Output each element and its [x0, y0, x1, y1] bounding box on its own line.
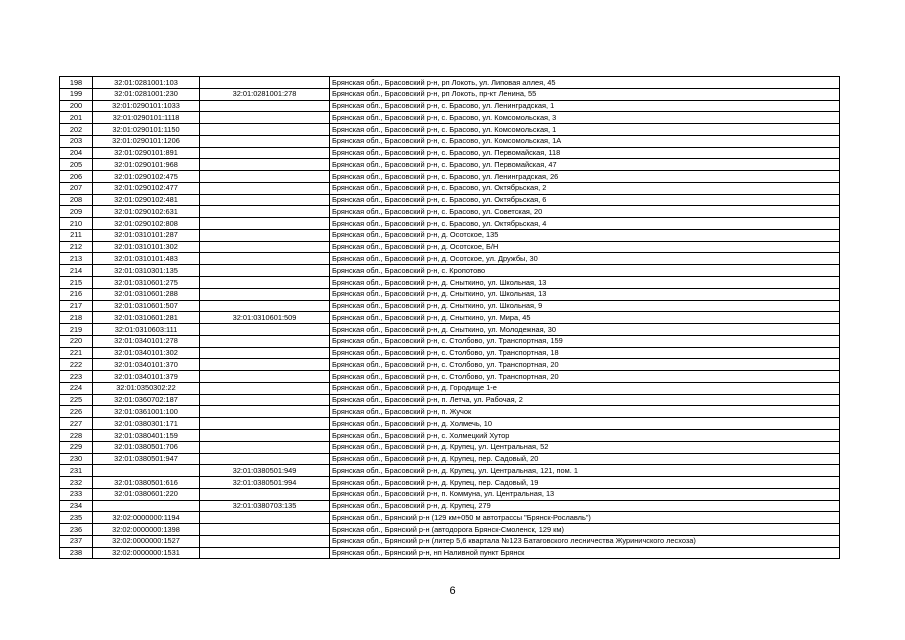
table-row — [60, 253, 840, 265]
cadastral-number-cell: 32:01:0380601:220 — [93, 488, 200, 500]
related-cadastral-number-cell — [200, 453, 330, 465]
cadastral-number-cell: 32:01:0310301:135 — [93, 265, 200, 277]
row-number-cell: 202 — [60, 124, 93, 136]
related-cadastral-number-cell — [200, 265, 330, 277]
related-cadastral-number-cell — [200, 218, 330, 230]
table-row — [60, 394, 840, 406]
row-number-cell: 200 — [60, 100, 93, 112]
address-cell: Брянская обл., Брасовский р-н, с. Брасово, ул. Октябрьская, 6 — [330, 194, 840, 206]
table-row — [60, 418, 840, 430]
related-cadastral-number-cell — [200, 288, 330, 300]
cadastral-number-cell: 32:01:0310601:507 — [93, 300, 200, 312]
related-cadastral-number-cell — [200, 324, 330, 336]
table-row — [60, 135, 840, 147]
address-cell: Брянская обл., Брасовский р-н, с. Брасово, ул. Октябрьская, 4 — [330, 218, 840, 230]
row-number-cell: 228 — [60, 429, 93, 441]
related-cadastral-number-cell — [200, 512, 330, 524]
row-number-cell: 217 — [60, 300, 93, 312]
related-cadastral-number-cell — [200, 359, 330, 371]
related-cadastral-number-cell — [200, 112, 330, 124]
cadastral-number-cell: 32:01:0310601:281 — [93, 312, 200, 324]
row-number-cell: 199 — [60, 88, 93, 100]
table-row — [60, 171, 840, 183]
row-number-cell: 210 — [60, 218, 93, 230]
cadastral-number-cell: 32:01:0281001:230 — [93, 88, 200, 100]
table-row — [60, 124, 840, 136]
property-table — [59, 76, 840, 559]
related-cadastral-number-cell — [200, 394, 330, 406]
table-row — [60, 112, 840, 124]
address-cell: Брянская обл., Брасовский р-н, с. Столбово, ул. Транспортная, 159 — [330, 335, 840, 347]
row-number-cell: 207 — [60, 182, 93, 194]
cadastral-number-cell: 32:01:0380501:706 — [93, 441, 200, 453]
address-cell: Брянская обл., Брасовский р-н, с. Брасово, ул. Первомайская, 47 — [330, 159, 840, 171]
row-number-cell: 234 — [60, 500, 93, 512]
table-row — [60, 512, 840, 524]
related-cadastral-number-cell — [200, 253, 330, 265]
row-number-cell: 216 — [60, 288, 93, 300]
address-cell: Брянская обл., Брасовский р-н, д. Крупец, пер. Садовый, 20 — [330, 453, 840, 465]
related-cadastral-number-cell — [200, 229, 330, 241]
cadastral-number-cell: 32:01:0290101:1118 — [93, 112, 200, 124]
cadastral-number-cell: 32:01:0361001:100 — [93, 406, 200, 418]
table-row — [60, 88, 840, 100]
table-row — [60, 547, 840, 559]
row-number-cell: 223 — [60, 371, 93, 383]
address-cell: Брянская обл., Брасовский р-н, д. Крупец, 279 — [330, 500, 840, 512]
address-cell: Брянская обл., Брянский р-н, нп Наливной пункт Брянск — [330, 547, 840, 559]
related-cadastral-number-cell — [200, 277, 330, 289]
row-number-cell: 232 — [60, 477, 93, 489]
table-row — [60, 229, 840, 241]
row-number-cell: 198 — [60, 77, 93, 89]
row-number-cell: 220 — [60, 335, 93, 347]
related-cadastral-number-cell — [200, 441, 330, 453]
table-row — [60, 453, 840, 465]
cadastral-number-cell: 32:01:0380501:947 — [93, 453, 200, 465]
cadastral-number-cell: 32:01:0360702:187 — [93, 394, 200, 406]
cadastral-number-cell: 32:01:0290101:1150 — [93, 124, 200, 136]
row-number-cell: 212 — [60, 241, 93, 253]
address-cell: Брянская обл., Брасовский р-н, д. Холмечь, 10 — [330, 418, 840, 430]
related-cadastral-number-cell — [200, 429, 330, 441]
address-cell: Брянская обл., Брасовский р-н, с. Брасово, ул. Ленинградская, 26 — [330, 171, 840, 183]
row-number-cell: 201 — [60, 112, 93, 124]
table-row — [60, 300, 840, 312]
cadastral-number-cell: 32:02:0000000:1531 — [93, 547, 200, 559]
address-cell: Брянская обл., Брасовский р-н, д. Крупец, ул. Центральная, 121, пом. 1 — [330, 465, 840, 477]
cadastral-number-cell: 32:01:0340101:370 — [93, 359, 200, 371]
table-row — [60, 265, 840, 277]
address-cell: Брянская обл., Брасовский р-н, с. Брасово, ул. Октябрьская, 2 — [330, 182, 840, 194]
related-cadastral-number-cell — [200, 100, 330, 112]
address-cell: Брянская обл., Брасовский р-н, с. Брасово, ул. Комсомольская, 1А — [330, 135, 840, 147]
row-number-cell: 226 — [60, 406, 93, 418]
related-cadastral-number-cell — [200, 347, 330, 359]
table-row — [60, 182, 840, 194]
table-row — [60, 288, 840, 300]
cadastral-number-cell: 32:01:0310603:111 — [93, 324, 200, 336]
row-number-cell: 214 — [60, 265, 93, 277]
cadastral-number-cell: 32:02:0000000:1398 — [93, 524, 200, 536]
related-cadastral-number-cell — [200, 406, 330, 418]
address-cell: Брянская обл., Брасовский р-н, с. Столбово, ул. Транспортная, 20 — [330, 371, 840, 383]
related-cadastral-number-cell — [200, 77, 330, 89]
cadastral-number-cell: 32:01:0290102:475 — [93, 171, 200, 183]
cadastral-number-cell: 32:01:0290102:631 — [93, 206, 200, 218]
address-cell: Брянская обл., Брасовский р-н, с. Столбово, ул. Транспортная, 20 — [330, 359, 840, 371]
address-cell: Брянская обл., Брасовский р-н, д. Сныткино, ул. Мира, 45 — [330, 312, 840, 324]
cadastral-number-cell: 32:02:0000000:1527 — [93, 535, 200, 547]
cadastral-number-cell — [93, 465, 200, 477]
row-number-cell: 204 — [60, 147, 93, 159]
table-row — [60, 312, 840, 324]
row-number-cell: 225 — [60, 394, 93, 406]
related-cadastral-number-cell: 32:01:0380501:994 — [200, 477, 330, 489]
address-cell: Брянская обл., Брасовский р-н, д. Сныткино, ул. Молодежная, 30 — [330, 324, 840, 336]
cadastral-number-cell: 32:01:0380501:616 — [93, 477, 200, 489]
table-row — [60, 535, 840, 547]
address-cell: Брянская обл., Брасовский р-н, д. Сныткино, ул. Школьная, 13 — [330, 277, 840, 289]
related-cadastral-number-cell — [200, 159, 330, 171]
related-cadastral-number-cell — [200, 241, 330, 253]
address-cell: Брянская обл., Брасовский р-н, с. Столбово, ул. Транспортная, 18 — [330, 347, 840, 359]
cadastral-number-cell: 32:01:0290101:1206 — [93, 135, 200, 147]
address-cell: Брянская обл., Брасовский р-н, рп Локоть, пр-кт Ленина, 55 — [330, 88, 840, 100]
related-cadastral-number-cell: 32:01:0310601:509 — [200, 312, 330, 324]
cadastral-number-cell: 32:02:0000000:1194 — [93, 512, 200, 524]
address-cell: Брянская обл., Брасовский р-н, д. Крупец, ул. Центральная, 52 — [330, 441, 840, 453]
related-cadastral-number-cell — [200, 300, 330, 312]
cadastral-number-cell: 32:01:0340101:278 — [93, 335, 200, 347]
cadastral-number-cell: 32:01:0290102:481 — [93, 194, 200, 206]
cadastral-number-cell: 32:01:0310101:302 — [93, 241, 200, 253]
table-row — [60, 441, 840, 453]
table-row — [60, 335, 840, 347]
related-cadastral-number-cell — [200, 124, 330, 136]
address-cell: Брянская обл., Брянский р-н (автодорога Брянск-Смоленск, 129 км) — [330, 524, 840, 536]
row-number-cell: 227 — [60, 418, 93, 430]
address-cell: Брянская обл., Брасовский р-н, д. Городище 1-е — [330, 382, 840, 394]
cadastral-number-cell: 32:01:0310601:275 — [93, 277, 200, 289]
row-number-cell: 237 — [60, 535, 93, 547]
row-number-cell: 229 — [60, 441, 93, 453]
row-number-cell: 235 — [60, 512, 93, 524]
row-number-cell: 230 — [60, 453, 93, 465]
row-number-cell: 233 — [60, 488, 93, 500]
cadastral-number-cell: 32:01:0340101:302 — [93, 347, 200, 359]
table-row — [60, 77, 840, 89]
table-row — [60, 194, 840, 206]
related-cadastral-number-cell — [200, 547, 330, 559]
page-number: 6 — [449, 585, 456, 597]
row-number-cell: 211 — [60, 229, 93, 241]
table-row — [60, 500, 840, 512]
table-row — [60, 359, 840, 371]
row-number-cell: 231 — [60, 465, 93, 477]
row-number-cell: 208 — [60, 194, 93, 206]
row-number-cell: 213 — [60, 253, 93, 265]
address-cell: Брянская обл., Брасовский р-н, рп Локоть, ул. Липовая аллея, 45 — [330, 77, 840, 89]
table-row — [60, 465, 840, 477]
cadastral-number-cell: 32:01:0380301:171 — [93, 418, 200, 430]
cadastral-number-cell — [93, 500, 200, 512]
address-cell: Брянская обл., Брасовский р-н, д. Крупец, пер. Садовый, 19 — [330, 477, 840, 489]
row-number-cell: 215 — [60, 277, 93, 289]
address-cell: Брянская обл., Брасовский р-н, с. Брасово, ул. Советская, 20 — [330, 206, 840, 218]
cadastral-number-cell: 32:01:0290101:1033 — [93, 100, 200, 112]
address-cell: Брянская обл., Брасовский р-н, д. Сныткино, ул. Школьная, 13 — [330, 288, 840, 300]
address-cell: Брянская обл., Брасовский р-н, с. Брасово, ул. Первомайская, 118 — [330, 147, 840, 159]
address-cell: Брянская обл., Брянский р-н (литер 5,6 квартала №123 Батаговского лесничества Журиничского лесхоза) — [330, 535, 840, 547]
cadastral-number-cell: 32:01:0290102:477 — [93, 182, 200, 194]
related-cadastral-number-cell — [200, 382, 330, 394]
row-number-cell: 209 — [60, 206, 93, 218]
row-number-cell: 219 — [60, 324, 93, 336]
address-cell: Брянская обл., Брасовский р-н, с. Холмецкий Хутор — [330, 429, 840, 441]
address-cell: Брянская обл., Брасовский р-н, с. Кропотово — [330, 265, 840, 277]
address-cell: Брянская обл., Брасовский р-н, п. Жучок — [330, 406, 840, 418]
related-cadastral-number-cell — [200, 371, 330, 383]
address-cell: Брянская обл., Брасовский р-н, д. Осотское, 135 — [330, 229, 840, 241]
related-cadastral-number-cell — [200, 535, 330, 547]
table-row — [60, 524, 840, 536]
table-row — [60, 382, 840, 394]
table-row — [60, 371, 840, 383]
row-number-cell: 224 — [60, 382, 93, 394]
address-cell: Брянская обл., Брасовский р-н, п. Летча, ул. Рабочая, 2 — [330, 394, 840, 406]
row-number-cell: 206 — [60, 171, 93, 183]
address-cell: Брянская обл., Брасовский р-н, с. Брасово, ул. Ленинградская, 1 — [330, 100, 840, 112]
related-cadastral-number-cell — [200, 488, 330, 500]
table-row — [60, 241, 840, 253]
cadastral-number-cell: 32:01:0290101:968 — [93, 159, 200, 171]
address-cell: Брянская обл., Брасовский р-н, с. Брасово, ул. Комсомольская, 1 — [330, 124, 840, 136]
row-number-cell: 205 — [60, 159, 93, 171]
table-row — [60, 206, 840, 218]
row-number-cell: 218 — [60, 312, 93, 324]
table-row — [60, 218, 840, 230]
table-row — [60, 477, 840, 489]
address-cell: Брянская обл., Брасовский р-н, п. Коммуна, ул. Центральная, 13 — [330, 488, 840, 500]
related-cadastral-number-cell: 32:01:0380501:949 — [200, 465, 330, 477]
related-cadastral-number-cell — [200, 418, 330, 430]
table-row — [60, 488, 840, 500]
related-cadastral-number-cell — [200, 335, 330, 347]
address-cell: Брянская обл., Брасовский р-н, д. Осотское, ул. Дружбы, 30 — [330, 253, 840, 265]
related-cadastral-number-cell: 32:01:0380703:135 — [200, 500, 330, 512]
table-row — [60, 159, 840, 171]
address-cell: Брянская обл., Брасовский р-н, д. Осотское, Б/Н — [330, 241, 840, 253]
cadastral-number-cell: 32:01:0380401:159 — [93, 429, 200, 441]
address-cell: Брянская обл., Брянский р-н (129 км+050 м автотрассы "Брянск-Рославль") — [330, 512, 840, 524]
cadastral-number-cell: 32:01:0290102:808 — [93, 218, 200, 230]
cadastral-number-cell: 32:01:0310601:288 — [93, 288, 200, 300]
related-cadastral-number-cell — [200, 182, 330, 194]
cadastral-number-cell: 32:01:0281001:103 — [93, 77, 200, 89]
related-cadastral-number-cell — [200, 171, 330, 183]
table-row — [60, 347, 840, 359]
property-table-body — [60, 77, 840, 559]
table-row — [60, 147, 840, 159]
address-cell: Брянская обл., Брасовский р-н, д. Сныткино, ул. Школьная, 9 — [330, 300, 840, 312]
related-cadastral-number-cell — [200, 524, 330, 536]
related-cadastral-number-cell — [200, 194, 330, 206]
row-number-cell: 238 — [60, 547, 93, 559]
related-cadastral-number-cell — [200, 147, 330, 159]
cadastral-number-cell: 32:01:0310101:483 — [93, 253, 200, 265]
related-cadastral-number-cell — [200, 135, 330, 147]
row-number-cell: 203 — [60, 135, 93, 147]
related-cadastral-number-cell: 32:01:0281001:278 — [200, 88, 330, 100]
cadastral-number-cell: 32:01:0310101:287 — [93, 229, 200, 241]
table-row — [60, 277, 840, 289]
row-number-cell: 236 — [60, 524, 93, 536]
row-number-cell: 221 — [60, 347, 93, 359]
address-cell: Брянская обл., Брасовский р-н, с. Брасово, ул. Комсомольская, 3 — [330, 112, 840, 124]
table-row — [60, 100, 840, 112]
table-row — [60, 406, 840, 418]
cadastral-number-cell: 32:01:0290101:891 — [93, 147, 200, 159]
cadastral-number-cell: 32:01:0350302:22 — [93, 382, 200, 394]
cadastral-number-cell: 32:01:0340101:379 — [93, 371, 200, 383]
related-cadastral-number-cell — [200, 206, 330, 218]
row-number-cell: 222 — [60, 359, 93, 371]
table-row — [60, 429, 840, 441]
table-row — [60, 324, 840, 336]
